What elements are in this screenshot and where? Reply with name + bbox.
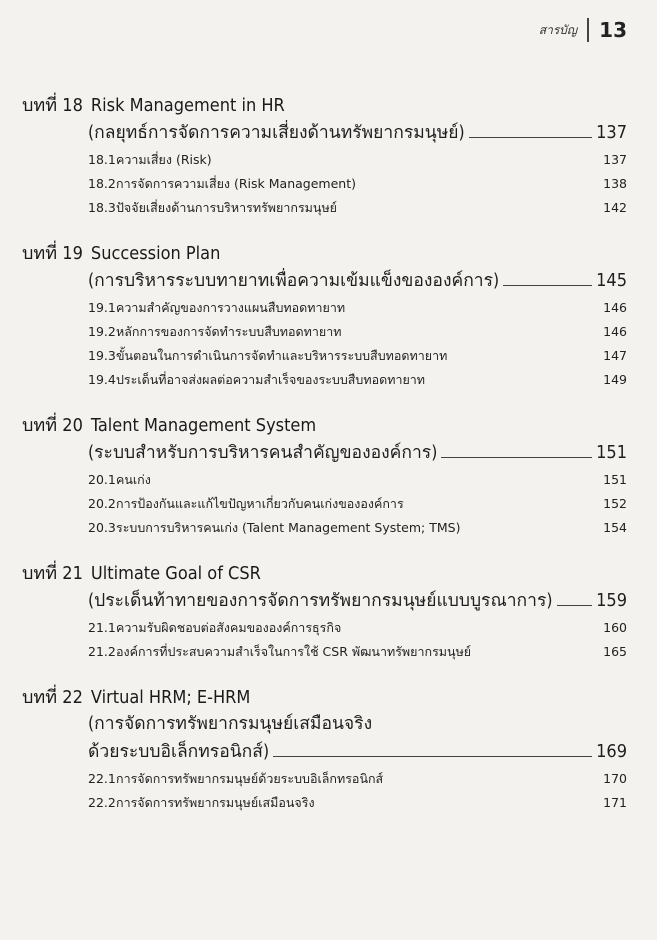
section-number: 20.2 <box>88 496 116 511</box>
section-number: 19.2 <box>88 324 116 339</box>
section-entry <box>22 516 627 540</box>
section-entry <box>22 148 627 172</box>
section-number: 19.1 <box>88 300 116 315</box>
section-entry <box>22 296 627 320</box>
section-entry <box>22 616 627 640</box>
chapter-entry <box>22 92 627 220</box>
chapter-subtitle: (ประเด็นท้าทายของการจัดการทรัพยากรมนุษย์แบบบูรณาการ) <box>88 591 553 611</box>
chapter-heading <box>22 92 627 119</box>
section-entry <box>22 468 627 492</box>
section-entry <box>22 640 627 664</box>
section-number: 18.2 <box>88 176 116 191</box>
section-list <box>22 148 627 220</box>
section-title: การจัดการความเสี่ยง (Risk Management) <box>116 176 356 191</box>
chapter-subtitle: (ระบบสำหรับการบริหารคนสำคัญขององค์การ) <box>88 443 438 463</box>
chapter-subtitle-line <box>22 119 627 147</box>
chapter-title: Talent Management System <box>90 415 317 436</box>
chapter-page-number: 159 <box>596 590 627 611</box>
section-title: ระบบการบริหารคนเก่ง (Talent Management System; TMS) <box>116 520 461 535</box>
chapter-subtitle-line <box>22 587 627 615</box>
chapter-heading <box>22 560 627 587</box>
chapter-title: Succession Plan <box>90 243 221 264</box>
section-title: ขั้นตอนในการดำเนินการจัดทำและบริหารระบบสืบทอดทายาท <box>116 348 448 363</box>
section-list <box>22 616 627 664</box>
section-number: 21.2 <box>88 644 116 659</box>
chapter-entry <box>22 684 627 815</box>
section-title: องค์การที่ประสบความสำเร็จในการใช้ CSR พัฒนาทรัพยากรมนุษย์ <box>116 644 472 659</box>
section-page-number: 154 <box>603 520 627 535</box>
section-title: ประเด็นที่อาจส่งผลต่อความสำเร็จของระบบสืบทอดทายาท <box>116 372 426 387</box>
section-page-number: 170 <box>603 771 627 786</box>
chapter-page-number: 137 <box>596 122 627 143</box>
header-page-number: 13 <box>599 18 627 42</box>
section-entry <box>22 791 627 815</box>
chapter-page-number: 145 <box>596 270 627 291</box>
section-page-number: 137 <box>603 152 627 167</box>
section-title: หลักการของการจัดทำระบบสืบทอดทายาท <box>116 324 342 339</box>
section-title: การจัดการทรัพยากรมนุษย์ด้วยระบบอิเล็กทรอนิกส์ <box>116 771 384 786</box>
section-title: ความเสี่ยง (Risk) <box>116 152 212 167</box>
header-divider <box>587 18 589 42</box>
leader-line <box>441 457 592 458</box>
section-page-number: 151 <box>603 472 627 487</box>
chapter-number: บทที่ 21 <box>22 563 83 584</box>
section-page-number: 147 <box>603 348 627 363</box>
section-number: 18.3 <box>88 200 116 215</box>
chapter-heading <box>22 412 627 439</box>
section-entry <box>22 492 627 516</box>
section-page-number: 171 <box>603 795 627 810</box>
chapter-number: บทที่ 22 <box>22 687 83 708</box>
chapter-entry <box>22 560 627 664</box>
section-number: 19.4 <box>88 372 116 387</box>
chapter-number: บทที่ 19 <box>22 243 83 264</box>
section-number: 22.1 <box>88 771 116 786</box>
section-number: 22.2 <box>88 795 116 810</box>
chapter-page-number: 151 <box>596 442 627 463</box>
section-page-number: 165 <box>603 644 627 659</box>
section-title: การป้องกันและแก้ไขปัญหาเกี่ยวกับคนเก่งขององค์การ <box>116 496 404 511</box>
chapter-heading <box>22 240 627 267</box>
chapter-number: บทที่ 18 <box>22 95 83 116</box>
chapter-number: บทที่ 20 <box>22 415 83 436</box>
section-title: คนเก่ง <box>116 472 151 487</box>
chapter-entry <box>22 240 627 392</box>
chapter-entry <box>22 412 627 540</box>
chapter-title: Virtual HRM; E-HRM <box>90 687 251 708</box>
section-entry <box>22 368 627 392</box>
section-page-number: 149 <box>603 372 627 387</box>
section-page-number: 142 <box>603 200 627 215</box>
leader-line <box>273 756 592 757</box>
section-list <box>22 296 627 392</box>
section-list <box>22 767 627 815</box>
section-number: 19.3 <box>88 348 116 363</box>
chapter-subtitle-line <box>22 267 627 295</box>
leader-line <box>557 605 593 606</box>
chapter-title: Ultimate Goal of CSR <box>90 563 261 584</box>
section-page-number: 160 <box>603 620 627 635</box>
section-page-number: 146 <box>603 324 627 339</box>
chapter-subtitle-line <box>22 738 627 766</box>
leader-line <box>469 137 592 138</box>
section-title: ปัจจัยเสี่ยงด้านการบริหารทรัพยากรมนุษย์ <box>116 200 338 215</box>
section-entry <box>22 767 627 791</box>
section-entry <box>22 196 627 220</box>
section-number: 20.3 <box>88 520 116 535</box>
chapter-subtitle: (การบริหารระบบทายาทเพื่อความเข้มแข็งขององค์การ) <box>88 271 500 291</box>
table-of-contents <box>22 92 627 835</box>
section-title: การจัดการทรัพยากรมนุษย์เสมือนจริง <box>116 795 315 810</box>
page-header <box>539 18 627 42</box>
section-entry <box>22 172 627 196</box>
section-page-number: 138 <box>603 176 627 191</box>
chapter-page-number: 169 <box>596 741 627 762</box>
chapter-subtitle-line <box>22 439 627 467</box>
section-title: ความสำคัญของการวางแผนสืบทอดทายาท <box>116 300 346 315</box>
leader-line <box>503 285 592 286</box>
section-number: 20.1 <box>88 472 116 487</box>
section-page-number: 146 <box>603 300 627 315</box>
chapter-title: Risk Management in HR <box>90 95 285 116</box>
section-entry <box>22 344 627 368</box>
section-entry <box>22 320 627 344</box>
section-number: 18.1 <box>88 152 116 167</box>
section-page-number: 152 <box>603 496 627 511</box>
header-label: สารบัญ <box>538 22 578 37</box>
chapter-heading <box>22 684 627 711</box>
chapter-subtitle: ด้วยระบบอิเล็กทรอนิกส์) <box>88 742 270 762</box>
section-title: ความรับผิดชอบต่อสังคมขององค์การธุรกิจ <box>116 620 342 635</box>
chapter-subtitle: (กลยุทธ์การจัดการความเสี่ยงด้านทรัพยากรมนุษย์) <box>88 123 465 143</box>
section-list <box>22 468 627 540</box>
section-number: 21.1 <box>88 620 116 635</box>
chapter-subtitle: (การจัดการทรัพยากรมนุษย์เสมือนจริง <box>88 714 373 734</box>
